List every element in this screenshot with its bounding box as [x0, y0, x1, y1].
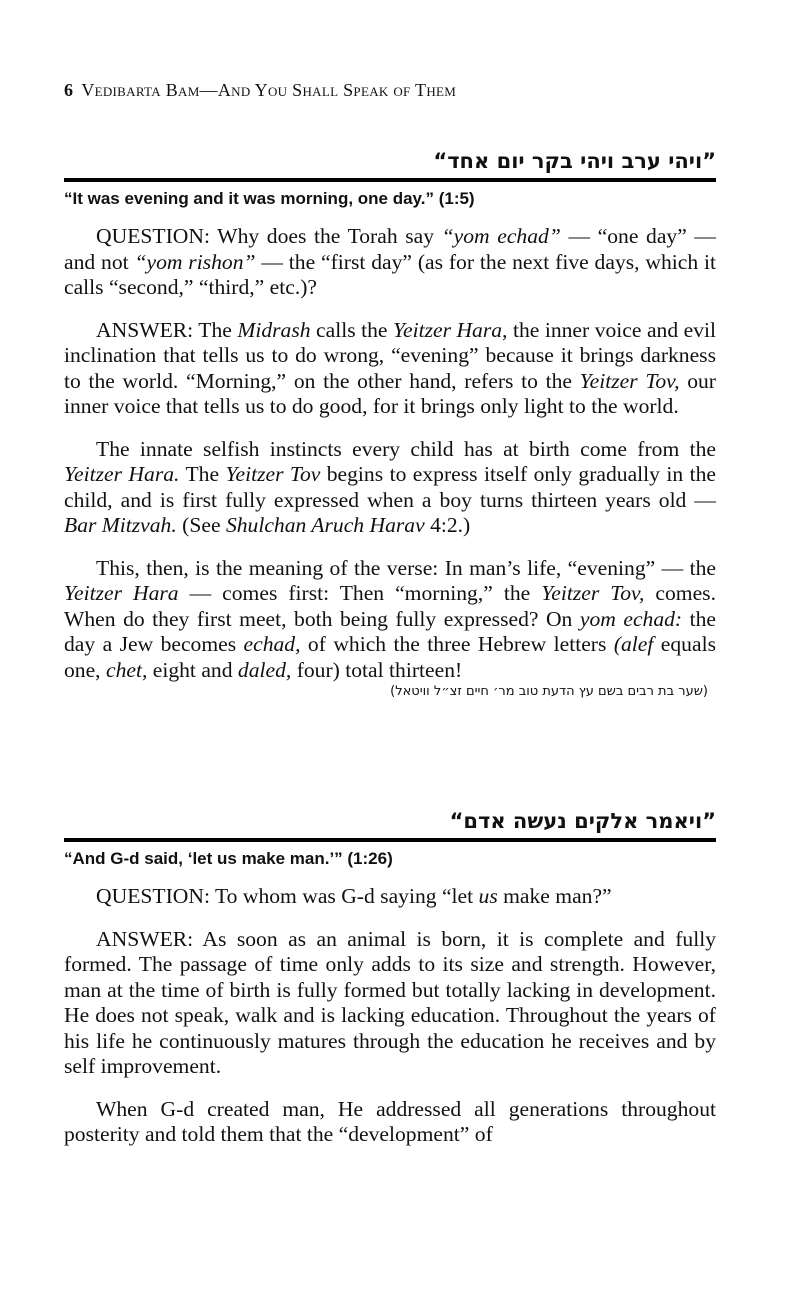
text-run: comes. When do they first meet, both being fully expressed? On: [64, 581, 716, 631]
text-run: — the “first day” (as for the next five days, which it calls “second,” “third,” etc.)?: [64, 249, 717, 299]
paragraph: [64, 556, 716, 684]
text-run: (See: [176, 513, 226, 537]
paragraph: [64, 927, 716, 1080]
body-text: [64, 224, 716, 683]
paragraph: [64, 437, 716, 539]
italic-text: Midrash: [237, 317, 311, 342]
text-run: QUESTION: To whom was G-d saying “let: [96, 884, 479, 908]
text-run: — comes first: Then “morning,” the: [178, 581, 542, 605]
italic-text: “yom rishon”: [134, 249, 256, 274]
text-run: our inner voice that tells us to do good, for it brings only light to the world.: [64, 368, 716, 418]
italic-text: yom echad:: [579, 606, 683, 631]
text-run: the inner voice and evil inclination that tells us to do wrong, “evening” because it brings darkness to the world. “Morning,” on the other hand, refers to the: [64, 317, 717, 393]
italic-text: us: [478, 884, 498, 908]
italic-text: Bar Mitzvah.: [64, 513, 177, 537]
paragraph: [64, 1097, 716, 1148]
italic-text: Yeitzer Tov: [225, 462, 321, 486]
text-run: calls the: [310, 317, 393, 342]
body-text: [64, 884, 716, 1148]
text-run: The innate selfish instincts every child has at birth come from the: [96, 436, 716, 461]
text-run: equals one,: [64, 632, 716, 682]
text-run: QUESTION: Why does the Torah say: [96, 224, 442, 248]
text-run: four) total thirteen!: [291, 657, 463, 682]
english-verse-title: “And G-d said, ‘let us make man.’” (1:26): [64, 849, 393, 868]
page-number: 6: [64, 80, 74, 100]
text-run: — “one day” — and not: [64, 224, 717, 274]
text-run: This, then, is the meaning of the verse: In man’s life, “evening” — the: [96, 555, 716, 580]
italic-text: “yom echad”: [441, 224, 561, 248]
section-evening-morning: [64, 148, 716, 699]
italic-text: Shulchan Aruch Harav: [225, 513, 425, 537]
paragraph: [64, 318, 716, 420]
italic-text: Yeitzer Hara.: [64, 462, 180, 486]
italic-text: Yeitzer Hara,: [392, 317, 508, 342]
text-run: make man?”: [497, 884, 612, 908]
italic-text: chet,: [105, 657, 148, 682]
source-citation: (שער בת רבים בשם עץ הדעת טוב מר׳ חיים זצ״ל וויטאל): [390, 684, 708, 699]
italic-text: Yeitzer Tov,: [541, 581, 645, 605]
text-run: the day a Jew becomes: [64, 606, 717, 656]
text-run: ANSWER: As soon as an animal is born, it is complete and fully formed. The passage of time only adds to its size and strength. However, man at the time of birth is fully formed but totally lacking in development. He does not speak, walk and is lacking education. Throughout the years of his life he continuously matures through the education he receives and by self improvement.: [64, 926, 716, 1078]
text-run: When G-d created man, He addressed all generations throughout posterity and told them that the “development” of: [64, 1096, 716, 1146]
divider-rule: [64, 838, 716, 842]
paragraph: [64, 224, 716, 301]
text-run: of which the three Hebrew letters: [300, 632, 614, 656]
hebrew-verse-title: ”ויהי ערב ויהי בקר יום אחד“: [433, 149, 716, 173]
section-let-us-make-man: [64, 808, 716, 1165]
italic-text: Yeitzer Tov,: [579, 368, 680, 393]
text-run: begins to express itself only gradually in the child, and is first fully expressed when a boy turns thirteen years old —: [64, 462, 717, 512]
running-header: [64, 80, 456, 101]
italic-text: (alef: [613, 632, 654, 656]
divider-rule: [64, 178, 716, 182]
text-run: eight and: [147, 657, 238, 682]
italic-text: echad,: [243, 632, 301, 656]
hebrew-verse-title: ”ויאמר אלקים נעשה אדם“: [449, 809, 716, 833]
text-run: ANSWER: The: [96, 317, 238, 342]
english-verse-title: “It was evening and it was morning, one day.” (1:5): [64, 189, 475, 208]
text-run: The: [179, 462, 226, 486]
italic-text: Yeitzer Hara: [64, 581, 179, 605]
italic-text: daled,: [237, 657, 292, 682]
book-title: Vedibarta Bam—And You Shall Speak of Them: [81, 80, 457, 100]
paragraph: [64, 884, 716, 910]
text-run: 4:2.): [424, 513, 471, 537]
